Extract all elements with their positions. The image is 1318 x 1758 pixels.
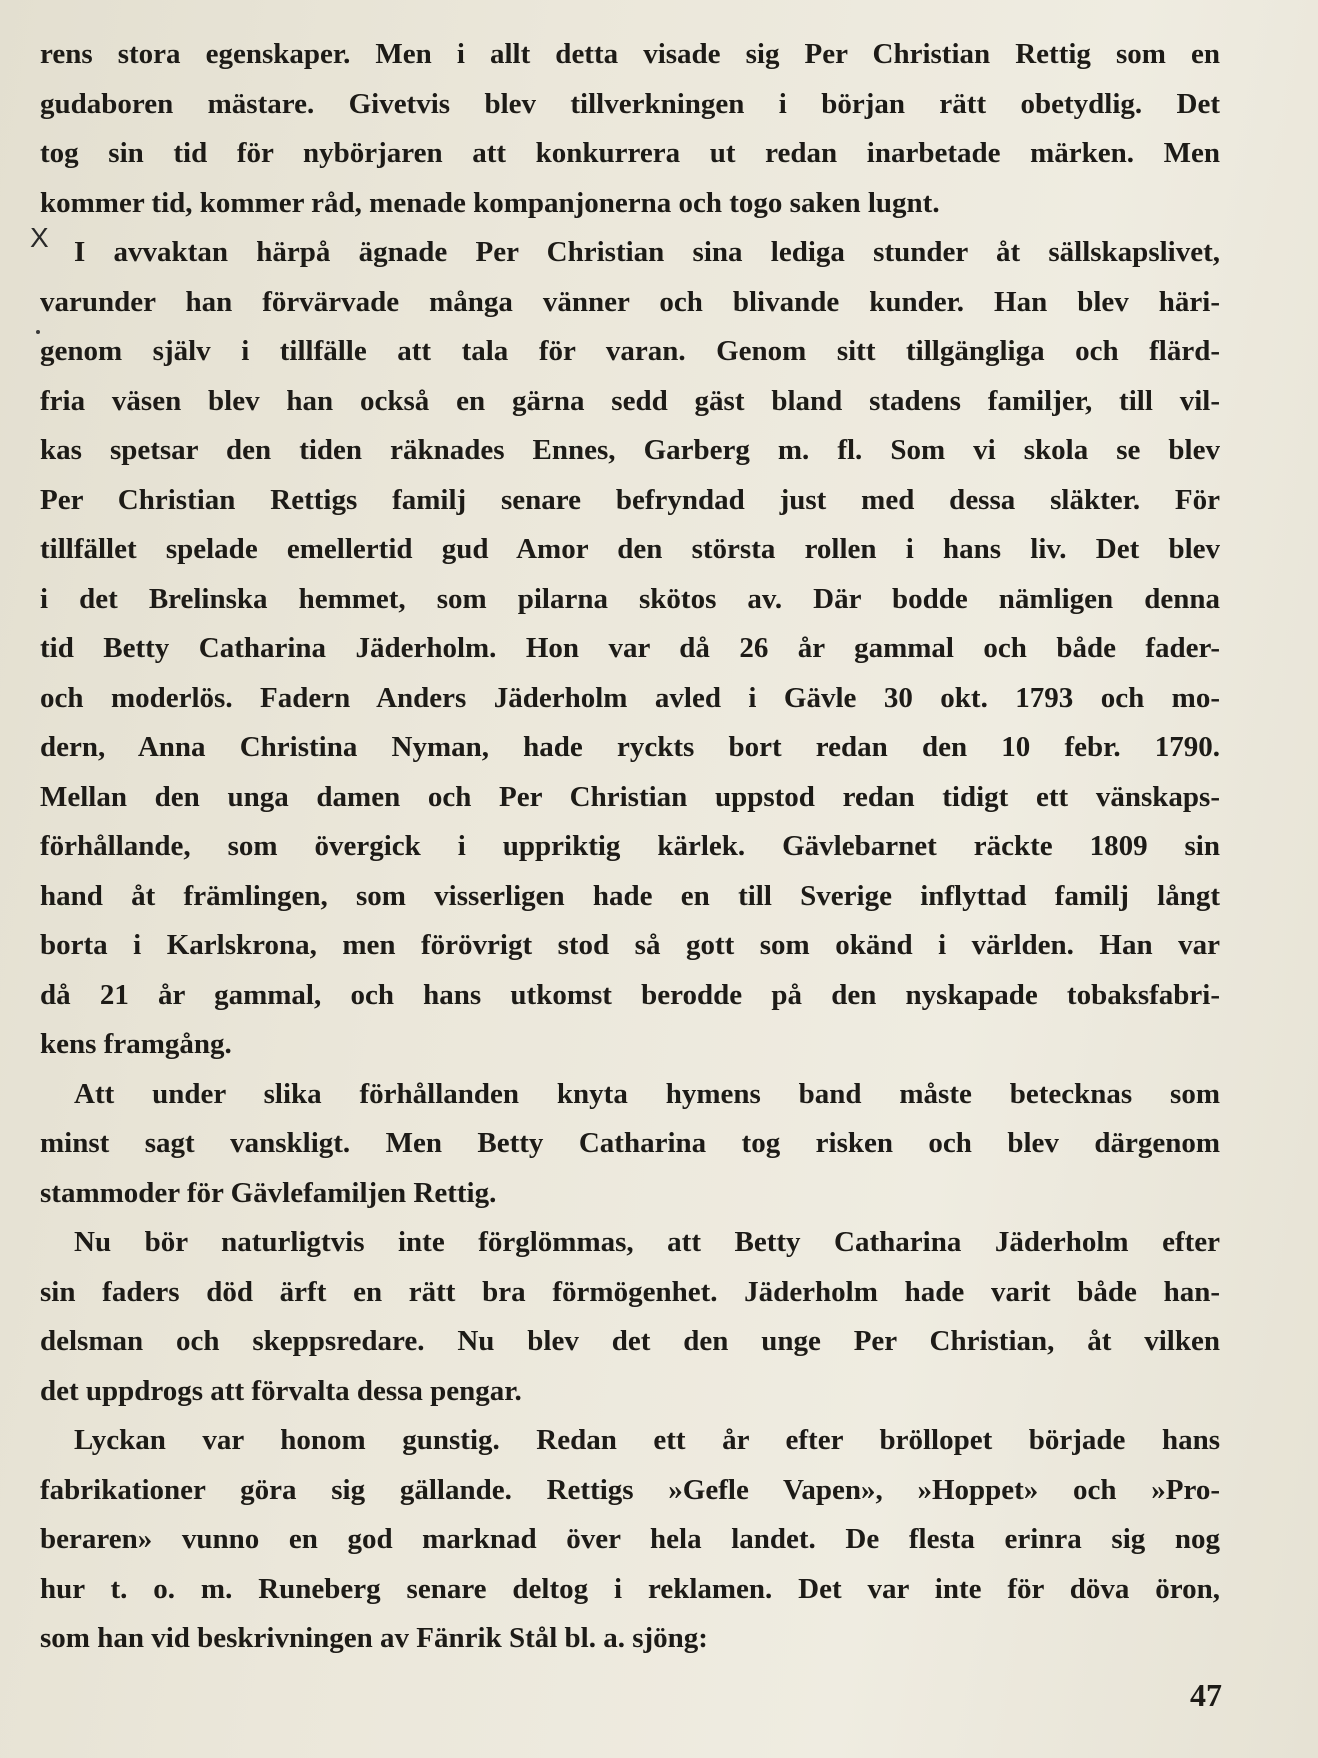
text-line: fabrikationer göra sig gällande. Rettigs »Gefle Vapen», »Hoppet» och »Pro- (40, 1473, 1220, 1506)
text-line: dern, Anna Christina Nyman, hade ryckts bort redan den 10 febr. 1790. (40, 731, 1220, 763)
paragraph (40, 30, 1220, 228)
text-line: rens stora egenskaper. Men i allt detta visade sig Per Christian Rettig som en (40, 38, 1220, 70)
text-line: det uppdrogs att förvalta dessa pengar. (40, 1374, 522, 1407)
text-line: genom själv i tillfälle att tala för varan. Genom sitt tillgängliga och flärd- (40, 335, 1220, 367)
text-line: i det Brelinska hemmet, som pilarna skötos av. Där bodde nämligen denna (40, 582, 1220, 615)
paragraph (40, 1218, 1220, 1416)
margin-mark: X (30, 222, 49, 253)
paragraph (40, 1070, 1220, 1219)
text-line: och moderlös. Fadern Anders Jäderholm avled i Gävle 30 okt. 1793 och mo- (40, 681, 1220, 714)
text-line: I avvaktan härpå ägnade Per Christian sina lediga stunder åt sällskapslivet, (74, 236, 1220, 268)
text-line: borta i Karlskrona, men förövrigt stod så gott som okänd i världen. Han var (40, 929, 1220, 961)
paragraph (40, 228, 1220, 1070)
text-line: som han vid beskrivningen av Fänrik Stål bl. a. sjöng: (40, 1622, 708, 1654)
text-line: Nu bör naturligtvis inte förglömmas, att Betty Catharina Jäderholm efter (74, 1226, 1220, 1258)
text-line: fria väsen blev han också en gärna sedd gäst bland stadens familjer, till vil- (40, 384, 1220, 417)
text-line: tog sin tid för nybörjaren att konkurrera ut redan inarbetade märken. Men (40, 137, 1220, 169)
text-line: beraren» vunno en god marknad över hela landet. De flesta erinra sig nog (40, 1523, 1220, 1555)
text-line: Lyckan var honom gunstig. Redan ett år efter bröllopet började hans (74, 1424, 1220, 1456)
text-line: stammoder för Gävlefamiljen Rettig. (40, 1176, 497, 1209)
text-line: minst sagt vanskligt. Men Betty Catharina tog risken och blev därgenom (40, 1127, 1220, 1159)
text-line: sin faders död ärft en rätt bra förmögenhet. Jäderholm hade varit både han- (40, 1275, 1220, 1308)
text-line: gudaboren mästare. Givetvis blev tillverkningen i början rätt obetydlig. Det (40, 87, 1220, 120)
paragraph (40, 1416, 1220, 1664)
text-line: Mellan den unga damen och Per Christian uppstod redan tidigt ett vänskaps- (40, 780, 1220, 813)
body-text (40, 30, 1220, 1664)
text-line: kens framgång. (40, 1028, 232, 1060)
text-line: hur t. o. m. Runeberg senare deltog i reklamen. Det var inte för döva öron, (40, 1572, 1220, 1605)
text-line: kas spetsar den tiden räknades Ennes, Garberg m. fl. Som vi skola se blev (40, 434, 1220, 466)
text-line: kommer tid, kommer råd, menade kompanjonerna och togo saken lugnt. (40, 186, 940, 219)
text-line: delsman och skeppsredare. Nu blev det den unge Per Christian, åt vilken (40, 1325, 1220, 1357)
text-line: förhållande, som övergick i uppriktig kärlek. Gävlebarnet räckte 1809 sin (40, 830, 1220, 862)
text-line: tid Betty Catharina Jäderholm. Hon var då 26 år gammal och både fader- (40, 632, 1220, 664)
text-line: hand åt främlingen, som visserligen hade en till Sverige inflyttad familj långt (40, 879, 1220, 912)
page-number: 47 (1190, 1677, 1222, 1713)
text-line: då 21 år gammal, och hans utkomst berodde på den nyskapade tobaksfabri- (40, 978, 1220, 1011)
text-line: Att under slika förhållanden knyta hymens band måste betecknas som (74, 1077, 1220, 1110)
text-line: tillfället spelade emellertid gud Amor den största rollen i hans liv. Det blev (40, 533, 1220, 565)
text-line: Per Christian Rettigs familj senare befryndad just med dessa släkter. För (40, 483, 1220, 516)
text-line: varunder han förvärvade många vänner och blivande kunder. Han blev häri- (40, 285, 1220, 318)
